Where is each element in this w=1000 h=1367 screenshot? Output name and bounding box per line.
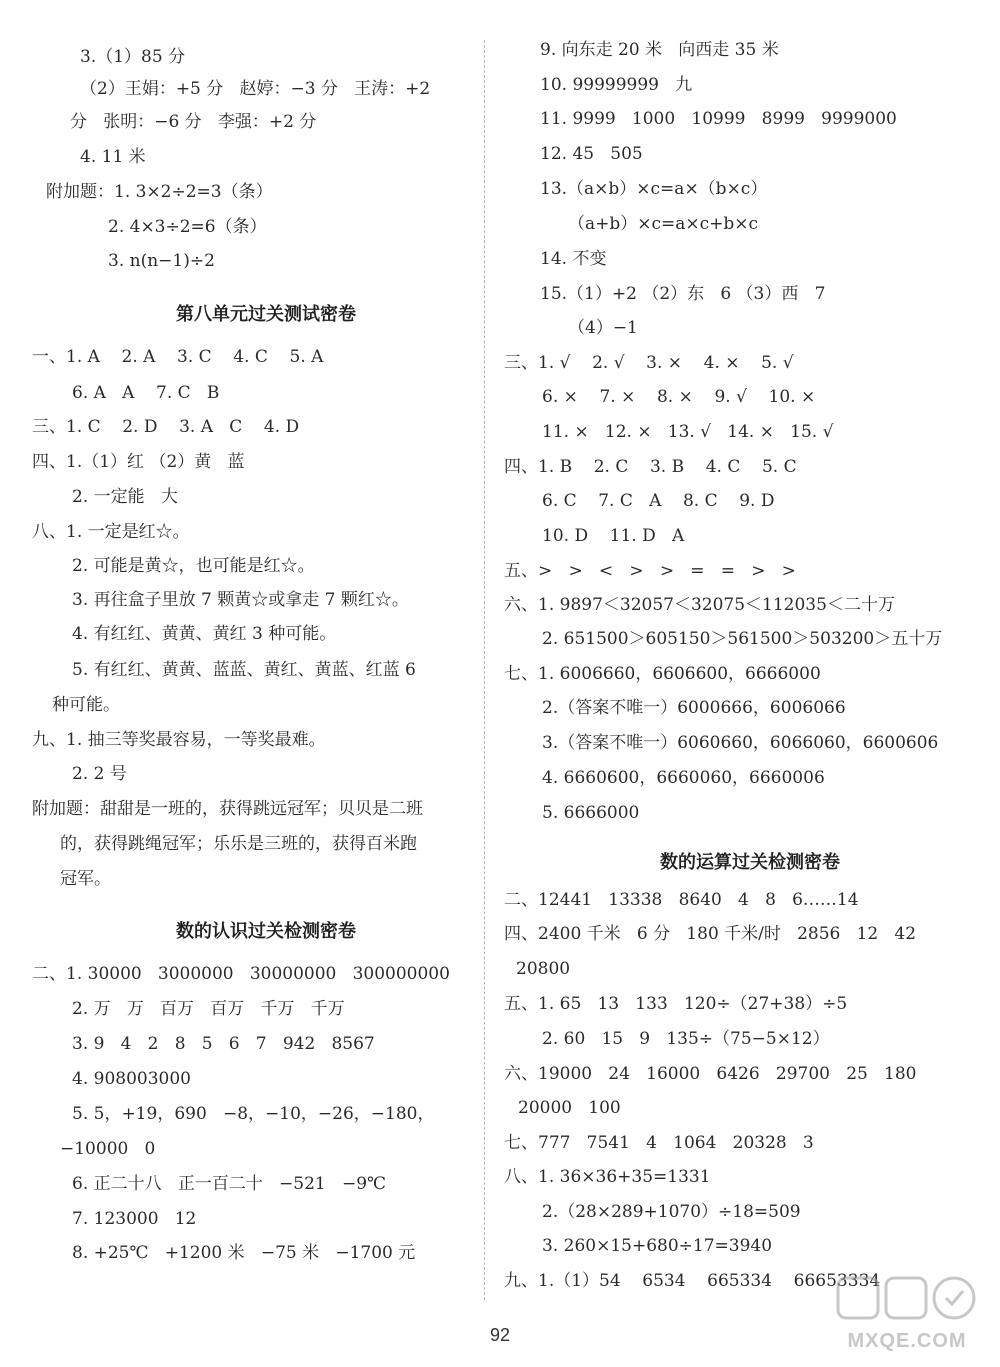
answer-line: 6. × 7. × 8. × 9. √ 10. × (542, 387, 816, 407)
answer-line: 4. 6660600，6660060，6660006 (542, 768, 825, 788)
answer-line: 13.（a×b）×c=a×（b×c） (540, 179, 768, 199)
answer-line: 冠军。 (60, 869, 111, 889)
answer-line: 五、> > < > > = = > > (504, 561, 796, 581)
answer-line: 10. D 11. D A (542, 526, 685, 546)
answer-line: 的，获得跳绳冠军；乐乐是三班的，获得百米跑 (60, 834, 417, 854)
answer-line: 2. 651500＞605150＞561500＞503200＞五十万 (542, 629, 943, 649)
answer-line: 3. n(n−1)÷2 (108, 251, 215, 271)
answer-line: 2. 万 万 百万 百万 千万 千万 (72, 999, 345, 1019)
answer-line: 4. 11 米 (80, 147, 146, 167)
answer-line: 一、1. A 2. A 3. C 4. C 5. A (32, 347, 324, 367)
answer-line: 2. 60 15 9 135÷（75−5×12） (542, 1029, 830, 1049)
answer-line: 6. C 7. C A 8. C 9. D (542, 491, 775, 511)
section-title-number-recognition: 数的认识过关检测密卷 (176, 921, 356, 942)
answer-line: 七、777 7541 4 1064 20328 3 (504, 1133, 814, 1153)
answer-line: 6. A A 7. C B (72, 383, 220, 403)
answer-line: 2.（28×289+1070）÷18=509 (542, 1202, 801, 1222)
answer-line: 八、1. 36×36+35=1331 (504, 1167, 711, 1187)
answer-line: 2. 4×3÷2=6（条） (108, 217, 267, 237)
answer-line: 四、2400 千米 6 分 180 千米/时 2856 12 42 (504, 924, 917, 944)
answer-line: 2. 一定能 大 (72, 487, 178, 507)
answer-line: 3.（1）85 分 (80, 47, 186, 67)
answer-line: 4. 908003000 (72, 1069, 191, 1089)
answer-line: 分 张明：−6 分 李强：+2 分 (70, 112, 317, 132)
answer-line: 八、1. 一定是红☆。 (32, 522, 190, 542)
answer-line: 五、1. 65 13 133 120÷（27+38）÷5 (504, 994, 848, 1014)
answer-line: 附加题：1. 3×2÷2=3（条） (46, 182, 273, 202)
watermark-text: MXQE.COM (847, 1330, 967, 1352)
answer-line: 2.（答案不唯一）6000666，6006066 (542, 698, 846, 718)
answer-line: 11. × 12. × 13. √ 14. × 15. √ (542, 422, 834, 442)
answer-line: 种可能。 (52, 695, 120, 715)
answer-line: 2. 可能是黄☆，也可能是红☆。 (72, 556, 315, 576)
section-title-number-operations: 数的运算过关检测密卷 (660, 852, 840, 873)
answer-line: （4）−1 (568, 318, 638, 338)
answer-line: 5. 6666000 (542, 803, 640, 823)
answer-line: 12. 45 505 (540, 144, 643, 164)
answer-line: 九、1. 抽三等奖最容易，一等奖最难。 (32, 730, 326, 750)
answer-line: 3. 9 4 2 8 5 6 7 942 8567 (72, 1034, 375, 1054)
answer-line: 九、1.（1）54 6534 665334 66653334 (504, 1271, 881, 1291)
answer-line: −10000 0 (60, 1139, 156, 1159)
answer-line: 4. 有红红、黄黄、黄红 3 种可能。 (72, 624, 337, 644)
answer-line: 3. 再往盒子里放 7 颗黄☆或拿走 7 颗红☆。 (72, 590, 409, 610)
answer-line: 9. 向东走 20 米 向西走 35 米 (540, 40, 779, 60)
answer-line: （a+b）×c=a×c+b×c (568, 214, 759, 234)
answer-line: 20800 (516, 959, 571, 979)
answer-line: 三、1. C 2. D 3. A C 4. D (32, 417, 300, 437)
answer-line: 6. 正二十八 正一百二十 −521 −9℃ (72, 1174, 387, 1194)
answer-line: 附加题：甜甜是一班的，获得跳远冠军；贝贝是二班 (32, 799, 423, 819)
answer-line: 11. 9999 1000 10999 8999 9999000 (540, 109, 897, 129)
watermark-mark-icon (832, 1270, 982, 1330)
answer-line: 3. 260×15+680÷17=3940 (542, 1236, 773, 1256)
answer-line: 二、12441 13338 8640 4 8 6……14 (504, 890, 859, 910)
answer-line: 15.（1）+2 （2）东 6 （3）西 7 (540, 284, 826, 304)
answer-line: 四、1. B 2. C 3. B 4. C 5. C (504, 457, 797, 477)
answer-line: 20000 100 (518, 1098, 621, 1118)
answer-line: 六、1. 9897＜32057＜32075＜112035＜二十万 (504, 595, 895, 615)
answer-line: 5. 5，+19，690 −8，−10，−26，−180， (72, 1104, 435, 1124)
page-number: 92 (489, 1325, 511, 1345)
answer-line: 7. 123000 12 (72, 1209, 197, 1229)
answer-line: 六、19000 24 16000 6426 29700 25 180 (504, 1064, 917, 1084)
column-divider (484, 40, 485, 1300)
answer-line: （2）王娟：+5 分 赵婷：−3 分 王涛：+2 (80, 79, 431, 99)
answer-line: 七、1. 6006660，6606600，6666000 (504, 664, 821, 684)
section-title-unit-eight: 第八单元过关测试密卷 (176, 304, 356, 325)
watermark-logo (832, 1270, 982, 1360)
answer-line: 四、1.（1）红 （2）黄 蓝 (32, 452, 245, 472)
answer-line: 三、1. √ 2. √ 3. × 4. × 5. √ (504, 353, 794, 373)
answer-line: 3.（答案不唯一）6060660，6066060，6600606 (542, 733, 939, 753)
answer-line: 5. 有红红、黄黄、蓝蓝、黄红、黄蓝、红蓝 6 (72, 660, 416, 680)
answer-line: 二、1. 30000 3000000 30000000 300000000 (32, 964, 450, 984)
answer-line: 10. 99999999 九 (540, 75, 693, 95)
answer-line: 8. +25℃ +1200 米 −75 米 −1700 元 (72, 1243, 416, 1263)
answer-line: 14. 不变 (540, 249, 607, 269)
answer-line: 2. 2 号 (72, 764, 127, 784)
